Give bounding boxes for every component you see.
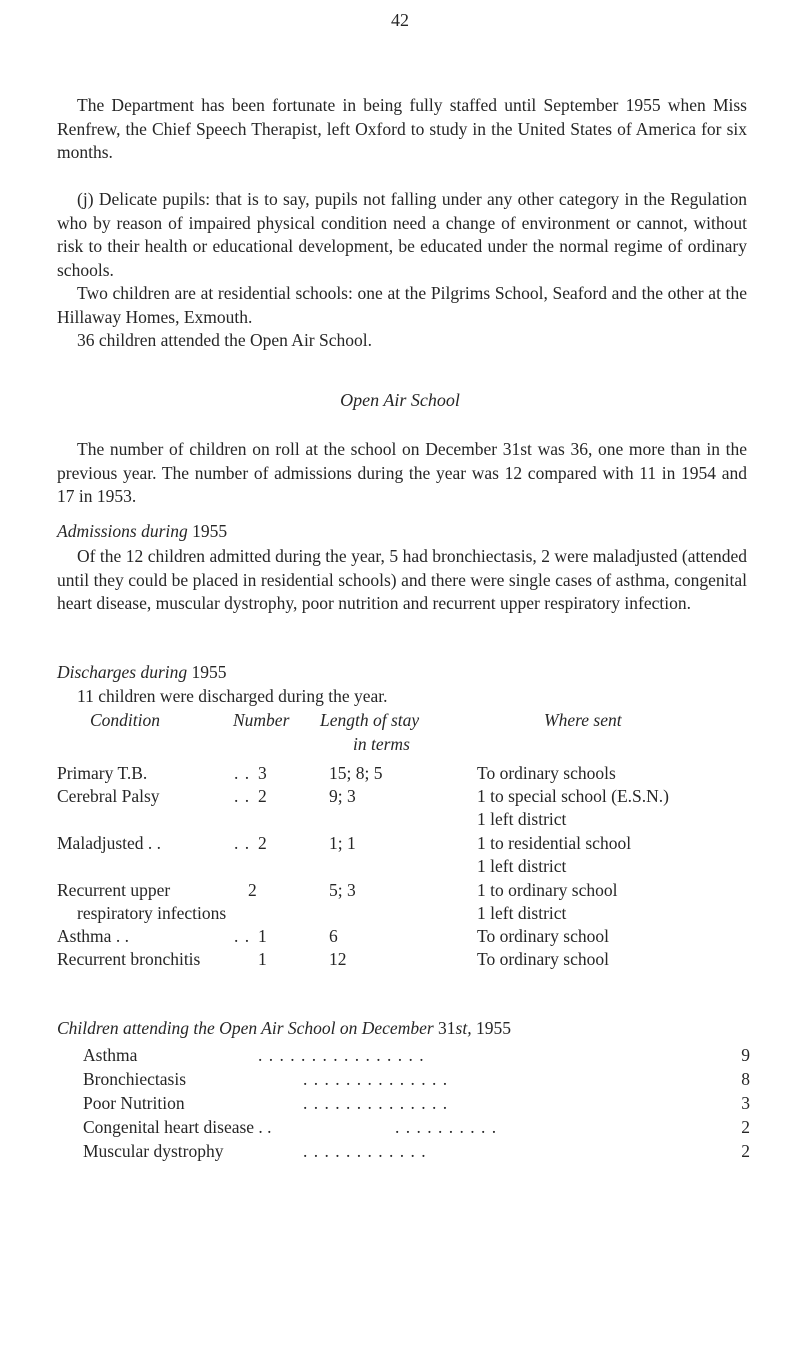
row-where: To ordinary school: [477, 926, 609, 946]
attending-year: 1955: [475, 1018, 511, 1038]
admissions-heading-year: 1955: [192, 521, 228, 541]
list-item-label: Poor Nutrition: [83, 1093, 185, 1113]
row-condition: Recurrent upper: [57, 880, 171, 900]
row-condition: Cerebral Palsy: [57, 786, 160, 806]
list-item-label: Muscular dystrophy: [83, 1141, 224, 1161]
row-condition-continued: respiratory infections: [77, 903, 227, 923]
list-item-dots: . . . . . . . . . .: [395, 1117, 498, 1137]
row-leader: . .: [234, 763, 251, 783]
residential-schools-paragraph: Two children are at residential schools: one at the Pilgrims School, Seaford and the other at the Hillaway Homes, Exmouth.: [57, 283, 747, 327]
row-where: 1 left district: [477, 809, 567, 829]
list-item-label: Congenital heart disease . .: [83, 1117, 272, 1137]
admissions-heading-text: Admissions during: [57, 521, 188, 541]
row-condition: Recurrent bronchitis: [57, 949, 201, 969]
attending-heading-text: Children attending the Open Air School on December: [57, 1018, 434, 1038]
list-item-dots: . . . . . . . . . . . .: [303, 1141, 427, 1161]
attended-paragraph: 36 children attended the Open Air School.: [77, 330, 372, 350]
header-where-sent: Where sent: [544, 710, 622, 730]
list-item-label: Asthma: [83, 1045, 138, 1065]
header-condition: Condition: [90, 710, 161, 730]
delicate-pupils-paragraph: (j) Delicate pupils: that is to say, pupils not falling under any other category in the Regulation who by reason of impaired physical condition need a change of environment or cannot, without risk to their health or educational development, be educated under the normal regime of ordinary schools.: [57, 189, 747, 280]
discharges-heading-text: Discharges during: [57, 662, 188, 682]
list-item-dots: . . . . . . . . . . . . . .: [303, 1069, 449, 1089]
list-item-value: 2: [741, 1141, 750, 1161]
row-number: 1: [258, 949, 267, 969]
header-length-line2: in terms: [353, 734, 410, 754]
header-length-line1: Length of stay: [320, 710, 420, 730]
row-length: 1; 1: [329, 833, 356, 853]
row-number: 2: [258, 833, 267, 853]
row-number: 3: [258, 763, 267, 783]
row-length: 6: [329, 926, 338, 946]
list-item-value: 2: [741, 1117, 750, 1137]
row-length: 9; 3: [329, 786, 356, 806]
header-number: Number: [233, 710, 290, 730]
row-leader: . .: [234, 786, 251, 806]
attending-heading: [57, 1018, 757, 1039]
row-condition: Primary T.B.: [57, 763, 148, 783]
row-where: To ordinary school: [477, 949, 609, 969]
list-item-value: 9: [741, 1045, 750, 1065]
row-where: 1 left district: [477, 903, 567, 923]
discharges-heading-year: 1955: [191, 662, 227, 682]
discharges-intro: 11 children were discharged during the year.: [77, 686, 388, 706]
row-length: 15; 8; 5: [329, 763, 383, 783]
row-where: 1 to special school (E.S.N.): [477, 786, 669, 806]
row-number: 2: [258, 786, 267, 806]
page-number: 42: [391, 10, 409, 30]
list-item-label: Bronchiectasis: [83, 1069, 187, 1089]
row-where: 1 to residential school: [477, 833, 632, 853]
row-leader: . .: [234, 926, 251, 946]
list-item-dots: . . . . . . . . . . . . . .: [303, 1093, 449, 1113]
list-item-dots: . . . . . . . . . . . . . . . .: [258, 1045, 425, 1065]
admissions-paragraph: Of the 12 children admitted during the year, 5 had bronchiectasis, 2 were maladjusted (attended until they could be placed in residential schools) and there were single cases of asthma, congenital heart disease, muscular dystrophy, poor nutrition and recurrent upper respiratory infection.: [57, 546, 747, 613]
attending-date-suffix: st,: [455, 1018, 472, 1038]
open-air-school-heading: Open Air School: [340, 390, 460, 410]
list-item-value: 3: [741, 1093, 750, 1113]
row-where: 1 left district: [477, 856, 567, 876]
row-leader: . .: [234, 833, 251, 853]
roll-paragraph: The number of children on roll at the school on December 31st was 36, one more than in the previous year. The number of admissions during the year was 12 compared with 11 in 1954 and 17 in 1953.: [57, 439, 747, 506]
attending-date-num: 31: [438, 1018, 456, 1038]
row-where: To ordinary schools: [477, 763, 616, 783]
row-number: 1: [258, 926, 267, 946]
discharges-heading: [57, 662, 227, 683]
row-condition: Asthma . .: [57, 926, 129, 946]
row-length: 5; 3: [329, 880, 356, 900]
list-item-value: 8: [741, 1069, 750, 1089]
intro-paragraph: The Department has been fortunate in being fully staffed until September 1955 when Miss Renfrew, the Chief Speech Therapist, left Oxford to study in the United States of America for six months.: [57, 95, 747, 162]
row-condition: Maladjusted . .: [57, 833, 162, 853]
row-length: 12: [329, 949, 347, 969]
row-number: 2: [248, 880, 257, 900]
row-where: 1 to ordinary school: [477, 880, 618, 900]
admissions-heading: [57, 521, 227, 542]
